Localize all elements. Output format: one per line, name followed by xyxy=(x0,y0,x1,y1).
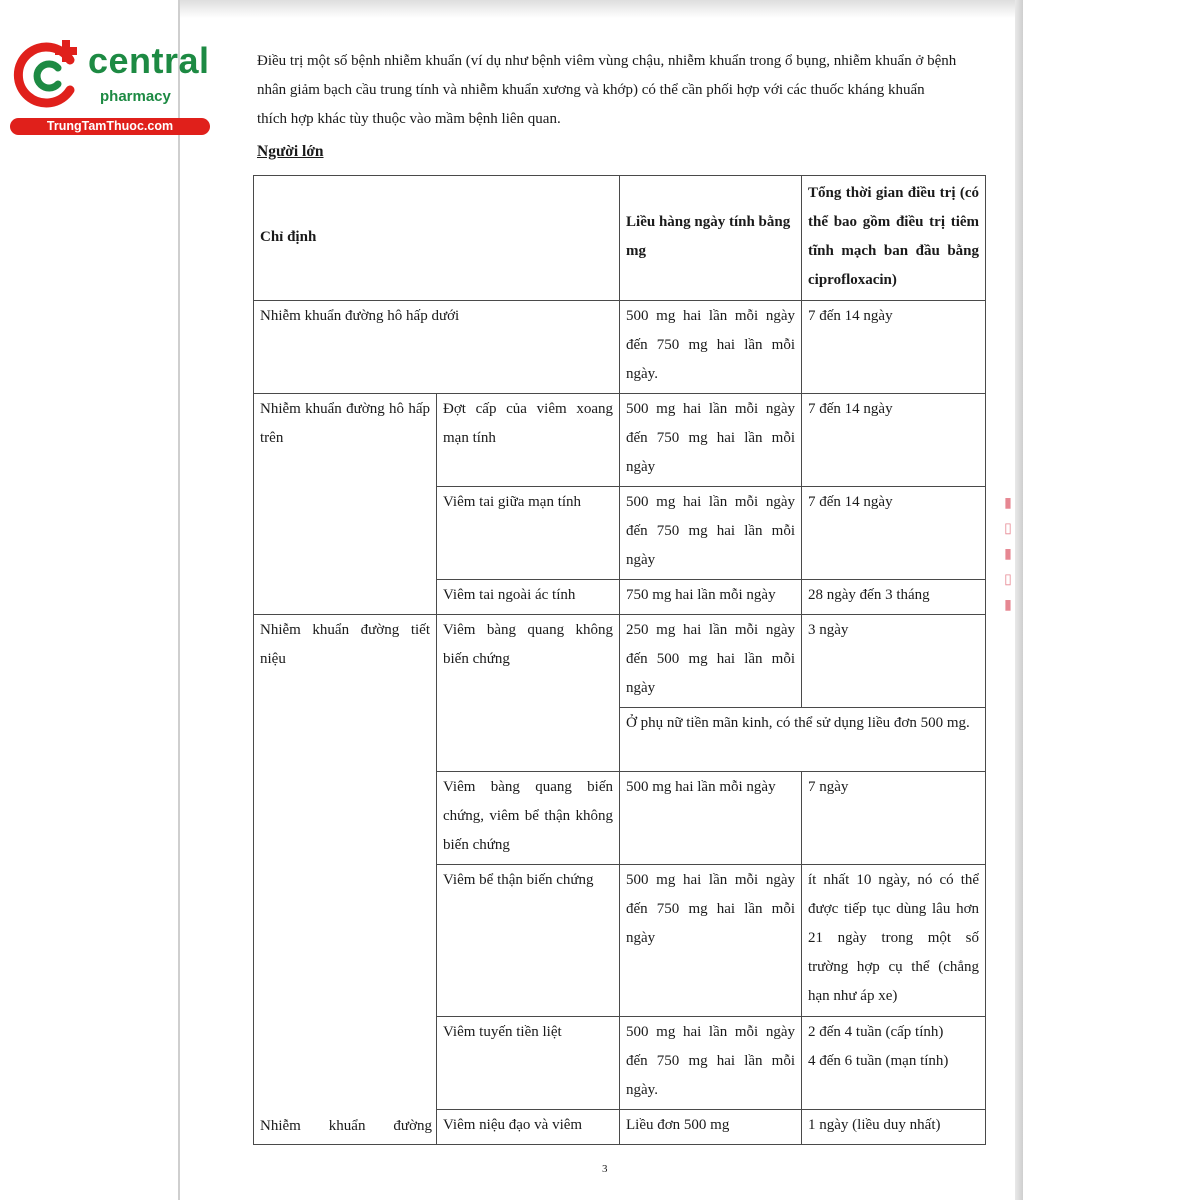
scan-edge-left xyxy=(178,0,180,1200)
dose-cell: 750 mg hai lần mỗi ngày xyxy=(620,580,802,615)
duration-cell: 7 ngày xyxy=(802,772,986,865)
indication-group-cell: Nhiễm khuẩn đường tiết niệu xyxy=(254,615,437,1145)
table-row xyxy=(254,301,986,394)
sub-indication-cell: Viêm tai ngoài ác tính xyxy=(437,580,620,615)
table-row xyxy=(254,394,986,487)
dose-cell: 500 mg hai lần mỗi ngày đến 750 mg hai lần mỗi ngày xyxy=(620,487,802,580)
duration-cell: 7 đến 14 ngày xyxy=(802,301,986,394)
logo-subtitle: pharmacy xyxy=(100,88,171,105)
dose-cell: 500 mg hai lần mỗi ngày đến 750 mg hai lần mỗi ngày xyxy=(620,865,802,1017)
sub-indication-cell: Đợt cấp của viêm xoang mạn tính xyxy=(437,394,620,487)
duration-cell: 7 đến 14 ngày xyxy=(802,394,986,487)
section-heading: Người lớn xyxy=(257,143,324,160)
dose-cell: 250 mg hai lần mỗi ngày đến 500 mg hai lần mỗi ngày xyxy=(620,615,802,708)
dose-cell: Liều đơn 500 mg xyxy=(620,1110,802,1145)
header-daily-dose: Liều hàng ngày tính bằng mg xyxy=(620,176,802,301)
dose-cell: 500 mg hai lần mỗi ngày xyxy=(620,772,802,865)
dose-cell: 500 mg hai lần mỗi ngày đến 750 mg hai lần mỗi ngày. xyxy=(620,1017,802,1110)
sub-indication-cell: Viêm niệu đạo và viêm xyxy=(437,1110,620,1145)
duration-cell: 7 đến 14 ngày xyxy=(802,487,986,580)
central-pharmacy-logo xyxy=(10,38,210,138)
cross-c-icon xyxy=(10,38,84,112)
last-indication-group: Nhiễm khuẩn đường xyxy=(260,1112,432,1141)
duration-cell: 3 ngày xyxy=(802,615,986,708)
scan-shadow-top xyxy=(180,0,1015,18)
table-header-row xyxy=(254,176,986,301)
duration-cell: 28 ngày đến 3 tháng xyxy=(802,580,986,615)
page-number: 3 xyxy=(602,1163,608,1175)
logo-site-url: TrungTamThuoc.com xyxy=(10,118,210,135)
indication-cell: Nhiễm khuẩn đường hô hấp dưới xyxy=(254,301,620,394)
table-row xyxy=(254,615,986,708)
sub-indication-cell: Viêm tuyến tiền liệt xyxy=(437,1017,620,1110)
header-duration: Tổng thời gian điều trị (có thể bao gồm điều trị tiêm tĩnh mạch ban đầu bằng ciprofloxacin) xyxy=(802,176,986,301)
dosage-table xyxy=(253,175,986,1145)
duration-cell: ít nhất 10 ngày, nó có thể được tiếp tục dùng lâu hơn 21 ngày trong một số trường hợp cụ thể (chẳng hạn như áp xe) xyxy=(802,865,986,1017)
indication-group-cell: Nhiễm khuẩn đường hô hấp trên xyxy=(254,394,437,615)
sub-indication-cell: Viêm bàng quang biến chứng, viêm bể thận không biến chứng xyxy=(437,772,620,865)
header-indication: Chỉ định xyxy=(254,176,620,301)
sub-indication-cell: Viêm bể thận biến chứng xyxy=(437,865,620,1017)
dose-cell: 500 mg hai lần mỗi ngày đến 750 mg hai lần mỗi ngày xyxy=(620,394,802,487)
note-cell: Ở phụ nữ tiền mãn kinh, có thể sử dụng liều đơn 500 mg. xyxy=(620,708,986,772)
duration-cell: 2 đến 4 tuần (cấp tính) 4 đến 6 tuần (mạn tính) xyxy=(802,1017,986,1110)
scan-edge-right xyxy=(1015,0,1023,1200)
logo-name: central xyxy=(88,40,210,81)
sub-indication-cell: Viêm tai giữa mạn tính xyxy=(437,487,620,580)
intro-paragraph: Điều trị một số bệnh nhiễm khuẩn (ví dụ như bệnh viêm vùng chậu, nhiễm khuẩn trong ổ bụng, nhiễm khuẩn ở bệnh nhân giảm bạch cầu trung tính và nhiễm khuẩn xương và khớp) có thể cần phối hợp với các thuốc kháng khuẩn thích hợp khác tùy thuộc vào mầm bệnh liên quan. xyxy=(257,53,957,127)
sub-indication-cell: Viêm bàng quang không biến chứng xyxy=(437,615,620,772)
dose-cell: 500 mg hai lần mỗi ngày đến 750 mg hai lần mỗi ngày. xyxy=(620,301,802,394)
red-stamp-mark: ▮ ▯ ▮ ▯ ▮ xyxy=(1000,495,1015,616)
duration-cell: 1 ngày (liều duy nhất) xyxy=(802,1110,986,1145)
